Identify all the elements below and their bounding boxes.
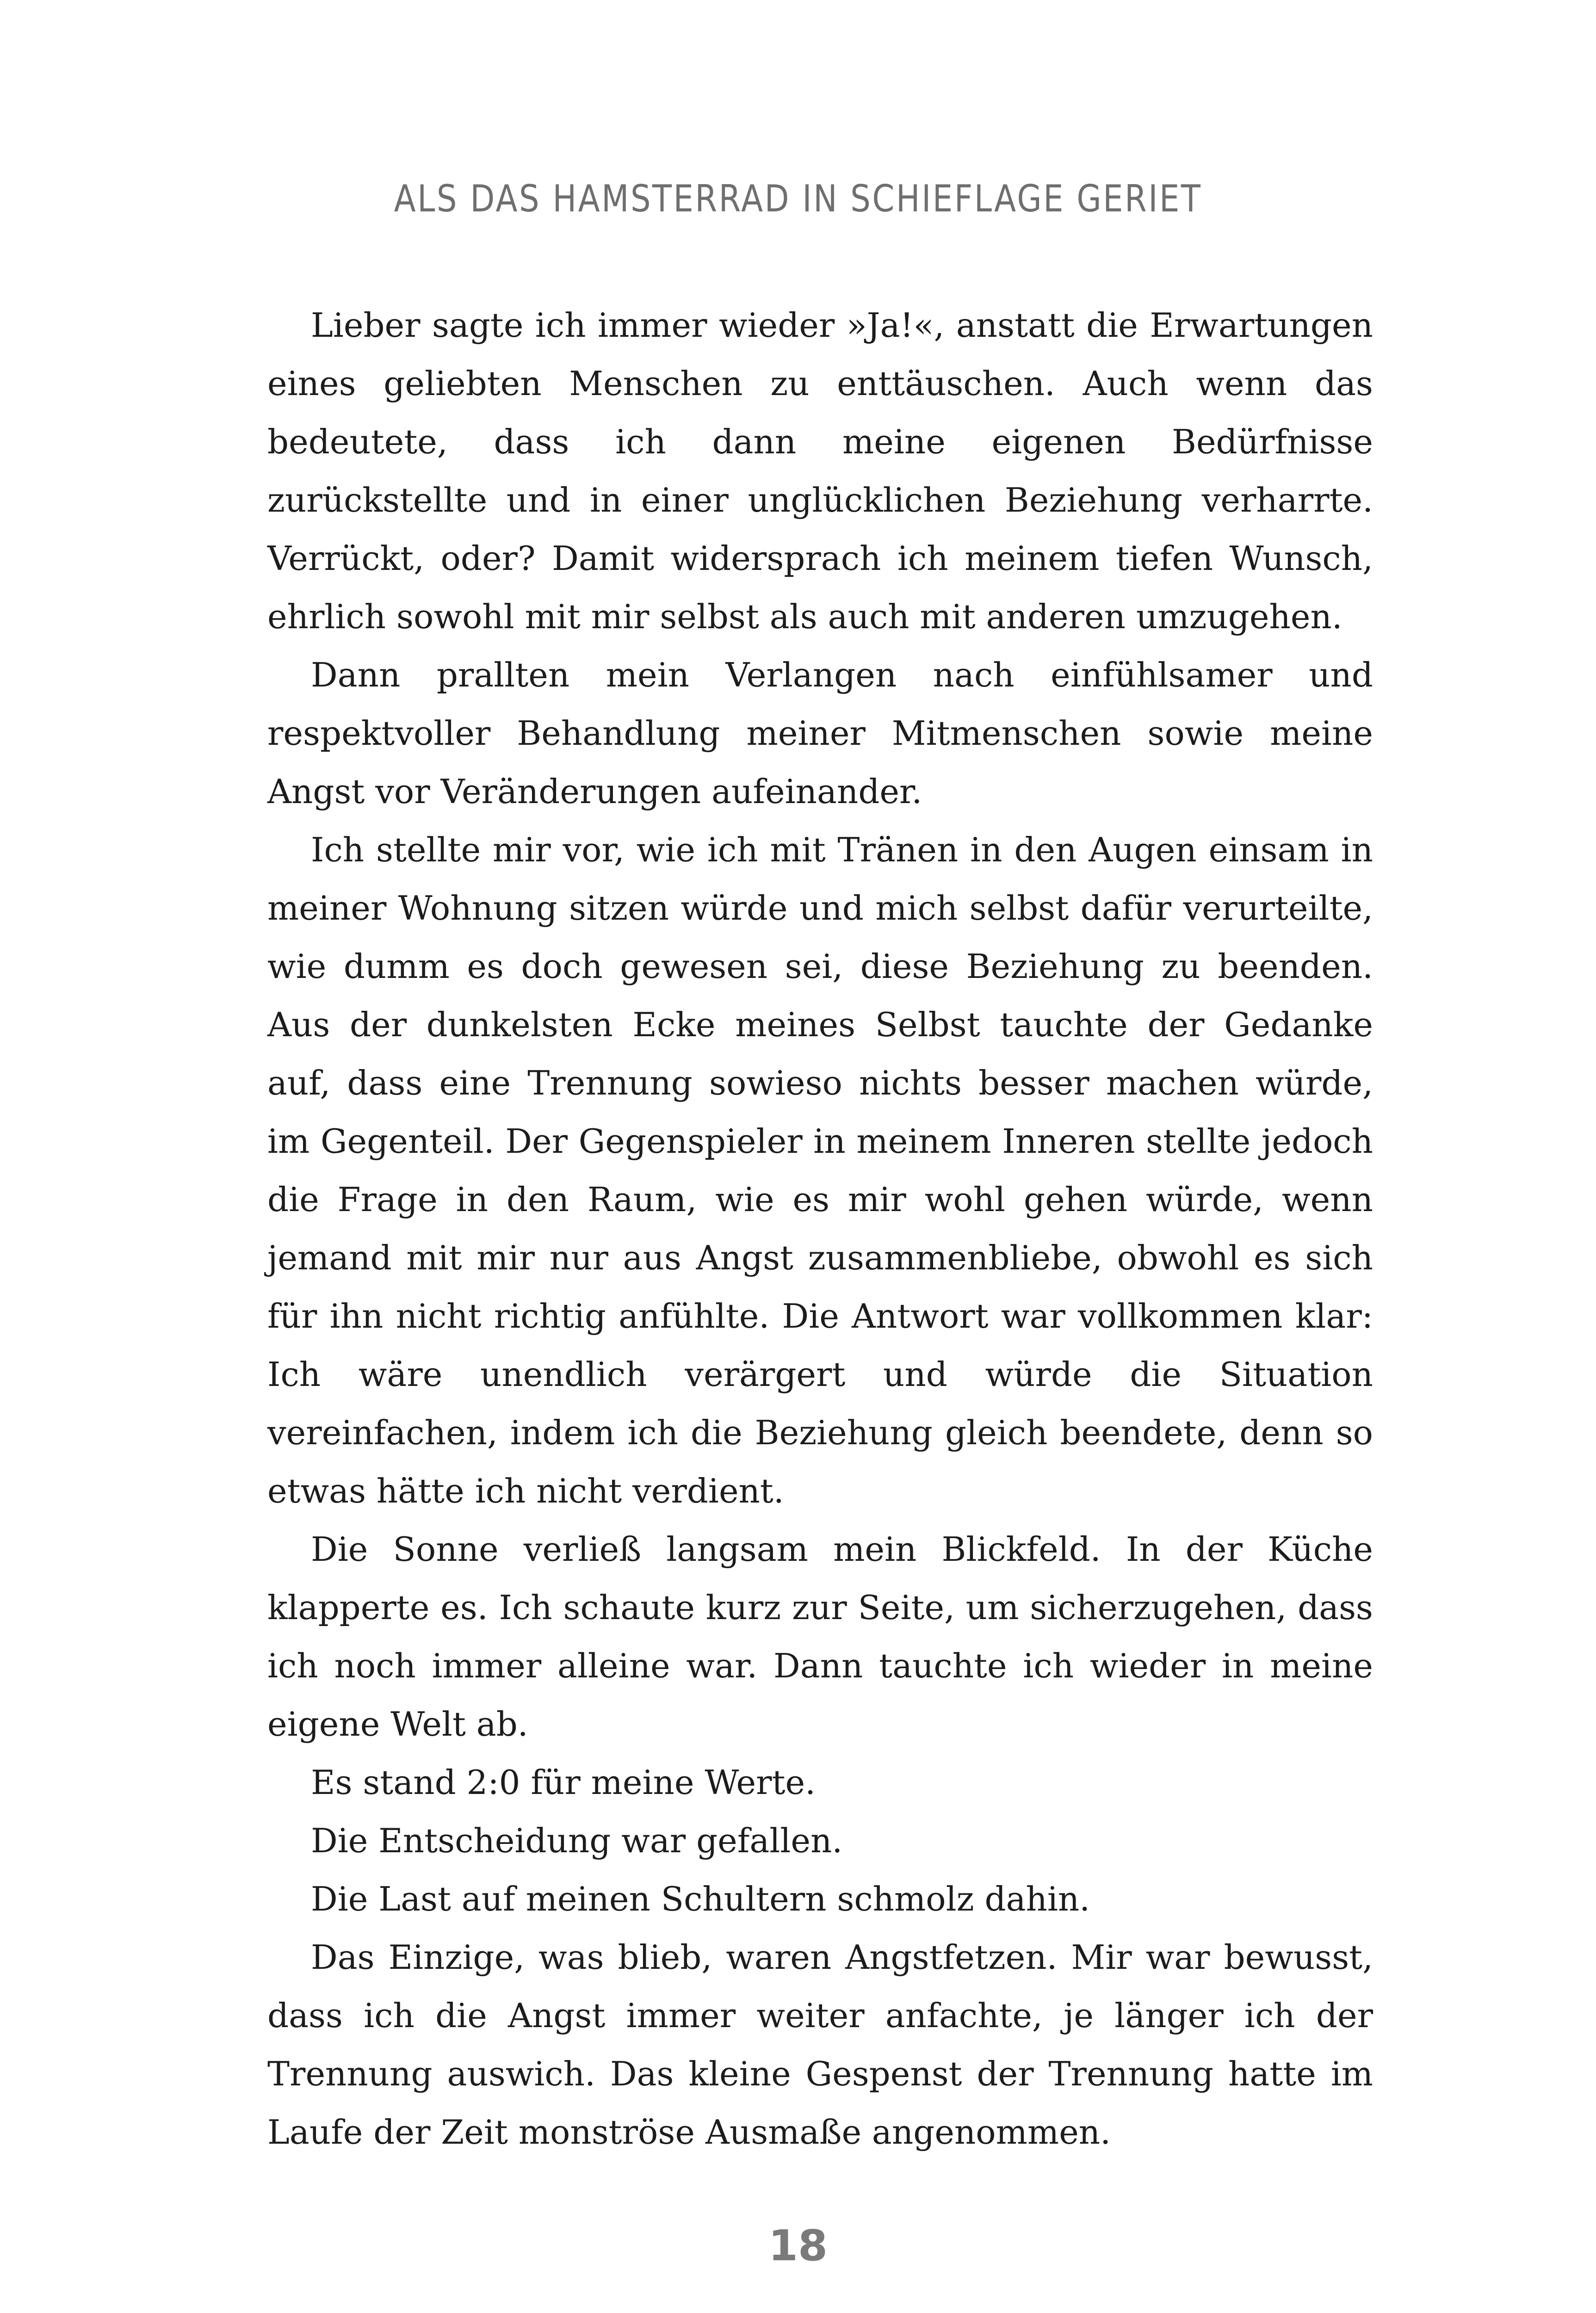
page-number: 18 xyxy=(768,2221,828,2270)
paragraph: Die Entscheidung war gefallen. xyxy=(311,1821,843,1860)
paragraph: Es stand 2:0 für meine Werte. xyxy=(311,1763,816,1802)
paragraph: Die Last auf meinen Schultern schmolz dahin. xyxy=(311,1880,1090,1918)
paragraph: Dann prallten mein Verlangen nach einfühlsamer und respektvoller Behandlung meiner Mitmenschen sowie meine Angst vor Veränderungen aufeinander. xyxy=(267,656,1373,811)
paragraph: Die Sonne verließ langsam mein Blickfeld. In der Küche klapperte es. Ich schaute kurz zur Seite, um sicherzugehen, dass ich noch immer alleine war. Dann tauchte ich wieder in meine eigene Welt ab. xyxy=(267,1530,1373,1744)
paragraph: Ich stellte mir vor, wie ich mit Tränen in den Augen einsam in meiner Wohnung sitzen würde und mich selbst dafür verurteilte, wie dumm es doch gewesen sei, diese Beziehung zu beenden. Aus der dunkelsten Ecke meines Selbst tauchte der Gedanke auf, dass eine Trennung sowieso nichts besser machen würde, im Gegenteil. Der Gegenspieler in meinem Inneren stellte jedoch die Frage in den Raum, wie es mir wohl gehen würde, wenn jemand mit mir nur aus Angst zusammenbliebe, obwohl es sich für ihn nicht richtig anfühlte. Die Antwort war vollkommen klar: Ich wäre unendlich verärgert und würde die Situation vereinfachen, indem ich die Beziehung gleich beendete, denn so etwas hätte ich nicht verdient. xyxy=(267,830,1373,1510)
body-text xyxy=(267,296,1373,2161)
paragraph: Lieber sagte ich immer wieder »Ja!«, anstatt die Erwartungen eines geliebten Menschen zu enttäuschen. Auch wenn das bedeutete, dass ich dann meine eigenen Bedürfnisse zurückstellte und in einer unglücklichen Beziehung verharrte. Verrückt, oder? Damit widersprach ich meinem tiefen Wunsch, ehrlich sowohl mit mir selbst als auch mit anderen umzugehen. xyxy=(267,306,1373,636)
running-head: ALS DAS HAMSTERRAD IN SCHIEFLAGE GERIET xyxy=(394,177,1202,220)
paragraph: Das Einzige, was blieb, waren Angstfetzen. Mir war bewusst, dass ich die Angst immer weiter anfachte, je länger ich der Trennung auswich. Das kleine Gespenst der Trennung hatte im Laufe der Zeit monströse Ausmaße angenommen. xyxy=(267,1938,1373,2152)
